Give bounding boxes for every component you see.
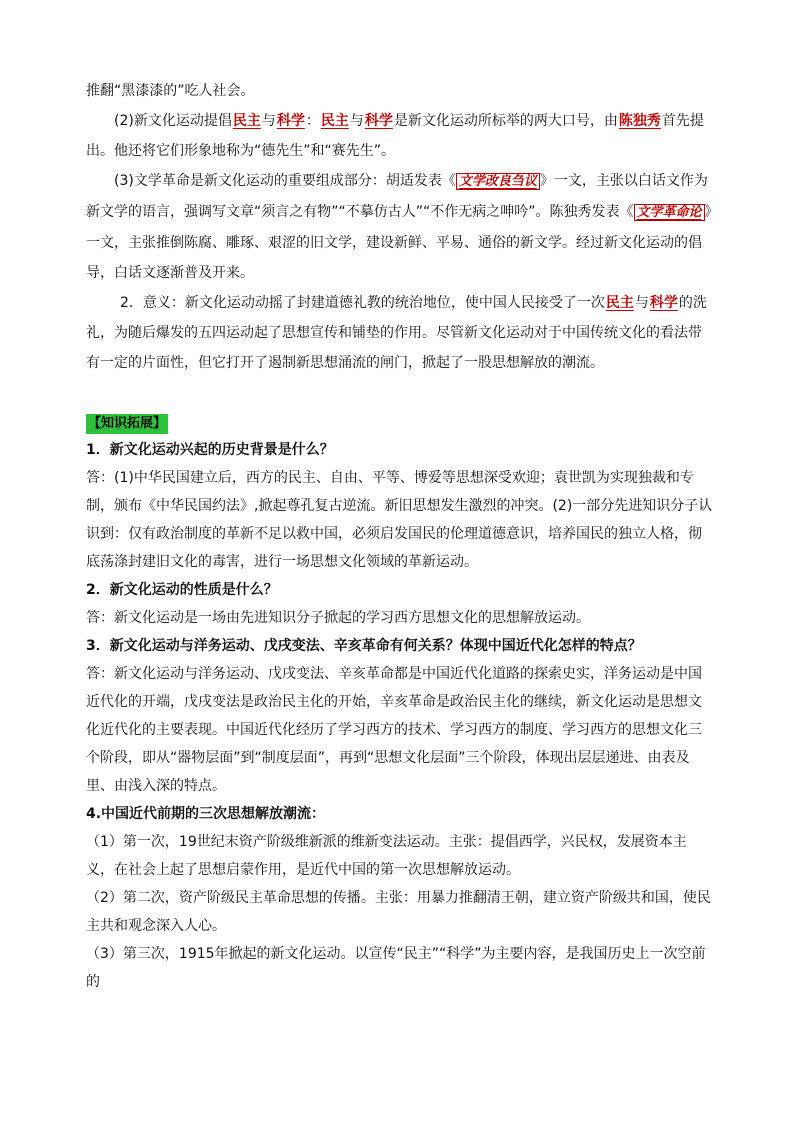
- list-item: （2）第二次，资产阶级民主革命思想的传播。主张：用暴力推翻清王朝，建立资产阶级共和国，使民主共和观念深入人心。: [86, 890, 711, 934]
- keyword-democracy: 民主: [605, 295, 634, 311]
- keyword-science: 科学: [364, 113, 393, 129]
- answer-3: 答：新文化运动与洋务运动、戊戌变法、辛亥革命都是中国近代化道路的探索史实，洋务运动是中国近代化的开端，戊戌变法是政治民主化的开始，辛亥革命是政治民主化的继续，新文化运动是思想文化近代化的主要表现。中国近代化经历了学习西方的技术、学习西方的制度、学习西方的思想文化三个阶段，即从“器物层面”到“制度层面”，再到“思想文化层面”三个阶段，体现出层层递进、由表及里、由浅入深的特点。: [86, 666, 702, 794]
- section-spacer: [86, 378, 714, 414]
- keyword-democracy: 民主: [320, 113, 349, 129]
- keyword-science: 科学: [649, 295, 678, 311]
- paragraph-democracy-science: (2)新文化运动提倡民主与科学：民主与科学是新文化运动所标举的两大口号，由陈独秀首先提出。他还将它们形象地称为“德先生”和“赛先生”。: [86, 113, 704, 159]
- paragraph-continuation: 推翻“黑漆漆的”吃人社会。: [86, 83, 255, 99]
- keyword-wenxue-geminglun: 文学革命论: [634, 204, 705, 221]
- list-item: （1）第一次，19世纪末资产阶级维新派的维新变法运动。主张：提倡西学，兴民权，发展资本主义，在社会上起了思想启蒙作用，是近代中国的第一次思想解放运动。: [86, 834, 687, 878]
- keyword-chen-duxiu: 陈独秀: [618, 113, 661, 129]
- paragraph-literary-revolution: (3)文学革命是新文化运动的重要组成部分：胡适发表《 文学改良刍议 》一文，主张以白话文作为新文学的语言，强调写文章“须言之有物”“不摹仿古人”“不作无病之呻吟”。陈独秀发表《 文学革命论 》一文，主张推倒陈腐、雕琢、艰涩的旧文学，建设新鲜、平易、通俗的新文学。经过新文化运动的倡导，白话文逐渐普及开来。: [86, 173, 712, 281]
- answer-1: 答：(1)中华民国建立后，西方的民主、自由、平等、博爱等思想深受欢迎；袁世凯为实现独裁和专制，颁布《中华民国约法》,掀起尊孔复古逆流。新旧思想发生激烈的冲突。(2)一部分先进知识分子认识到：仅有政治制度的革新不足以救中国，必须启发国民的伦理道德意识，培养国民的独立人格，彻底荡涤封建旧文化的毒害，进行一场思想文化领域的革新运动。: [86, 470, 713, 570]
- keyword-wenxue-gailiang: 文学改良刍议: [456, 173, 540, 190]
- paragraph-significance: 2．意义：新文化运动动摇了封建道德礼教的统治地位，使中国人民接受了一次民主与科学的洗礼，为随后爆发的五四运动起了思想宣传和铺垫的作用。尽管新文化运动对于中国传统文化的看法带有一定的片面性，但它打开了遏制新思想涌流的闸门，掀起了一股思想解放的潮流。: [86, 295, 707, 371]
- question-3: 3．新文化运动与洋务运动、戊戌变法、辛亥革命有何关系？体现中国近代化怎样的特点？: [86, 638, 642, 654]
- question-4: 4.中国近代前期的三次思想解放潮流：: [86, 806, 326, 822]
- keyword-science: 科学: [276, 113, 305, 129]
- keyword-democracy: 民主: [232, 113, 261, 129]
- list-item: （3）第三次，1915年掀起的新文化运动。以宣传“民主”“科学”为主要内容，是我国历史上一次空前的: [86, 946, 706, 990]
- question-2: 2．新文化运动的性质是什么？: [86, 582, 278, 598]
- document-body: [86, 76, 714, 996]
- section-knowledge-extension: [86, 414, 714, 436]
- question-1: 1．新文化运动兴起的历史背景是什么？: [86, 442, 334, 458]
- answer-2: 答：新文化运动是一场由先进知识分子掀起的学习西方思想文化的思想解放运动。: [86, 610, 590, 626]
- section-tag: 【知识拓展】: [86, 414, 168, 434]
